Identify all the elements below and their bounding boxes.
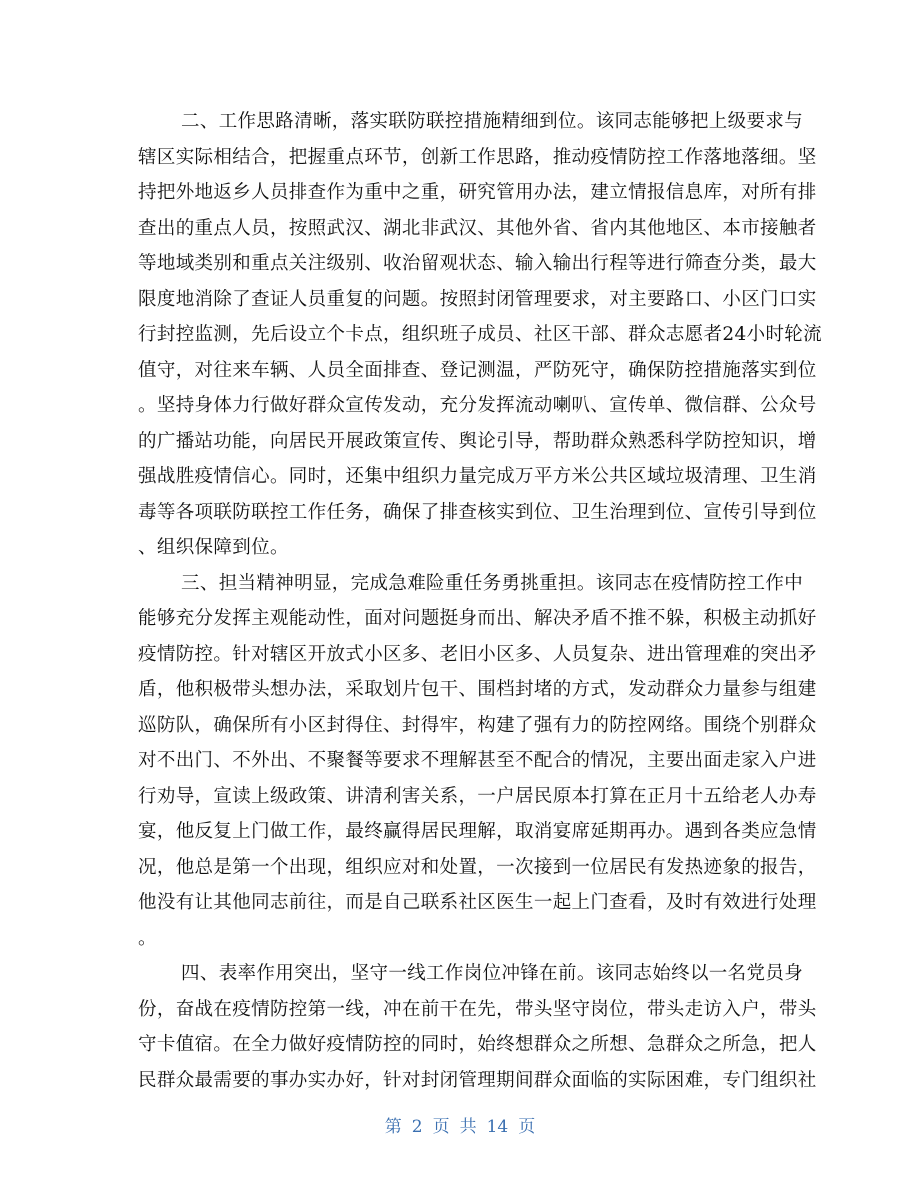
paragraph-line: 持把外地返乡人员排查作为重中之重，研究管用办法，建立情报信息库，对所有排 (138, 182, 817, 203)
document-body (138, 104, 822, 1098)
paragraph-line: 能够充分发挥主观能动性，面对问题挺身而出、解决矛盾不推不躲，积极主动抓好 (138, 608, 817, 629)
paragraph-line: 限度地消除了查证人员重复的问题。按照封闭管理要求，对主要路口、小区门口实 (138, 288, 817, 310)
footer-label-ye: 页 (432, 1117, 450, 1137)
paragraph-line: 盾，他积极带头想办法，采取划片包干、围档封堵的方式，发动群众力量参与组建 (138, 679, 817, 700)
paragraph-line: 。 (138, 927, 157, 949)
paragraph-line: 等地域类别和重点关注级别、收治留观状态、输入输出行程等进行筛查分类，最大 (138, 253, 817, 274)
paragraph-line: 查出的重点人员，按照武汉、湖北非武汉、其他外省、省内其他地区、本市接触者 (138, 217, 817, 239)
paragraph-line: 守卡值宿。在全力做好疫情防控的同时，始终想群众之所想、急群众之所急，把人 (138, 1034, 817, 1055)
paragraph-line: 况，他总是第一个出现，组织应对和处置，一次接到一位居民有发热迹象的报告， (138, 856, 817, 878)
paragraph-line: 的广播站功能，向居民开展政策宣传、舆论引导，帮助群众熟悉科学防控知识，增 (138, 430, 817, 452)
paragraph-line: 。坚持身体力行做好群众宣传发动，充分发挥流动喇叭、宣传单、微信群、公众号 (138, 395, 817, 416)
paragraph-responsibility (138, 566, 817, 957)
paragraph-line: 二、工作思路清晰，落实联防联控措施精细到位。该同志能够把上级要求与 (181, 111, 804, 132)
paragraph-line: 对不出门、不外出、不聚餐等要求不理解甚至不配合的情况，主要出面走家入户进 (138, 750, 817, 771)
paragraph-line: 份，奋战在疫情防控第一线，冲在前干在先，带头坚守岗位，带头走访入户，带头 (138, 998, 817, 1020)
paragraph-work-approach (138, 104, 822, 566)
footer-label-gong: 共 (459, 1117, 477, 1137)
paragraph-line: 巡防队，确保所有小区封得住、封得牢，构建了强有力的防控网络。围绕个别群众 (138, 714, 817, 736)
footer-label-ye: 页 (518, 1117, 536, 1137)
paragraph-line: 宴，他反复上门做工作，最终赢得居民理解，取消宴席延期再办。遇到各类应急情 (138, 821, 817, 842)
paragraph-line: 、组织保障到位。 (138, 537, 289, 558)
paragraph-exemplary-role (138, 956, 817, 1098)
paragraph-line: 疫情防控。针对辖区开放式小区多、老旧小区多、人员复杂、进出管理难的突出矛 (138, 643, 817, 665)
footer-label-di: 第 (384, 1117, 402, 1137)
footer-total-pages: 14 (486, 1117, 509, 1137)
paragraph-line: 行封控监测，先后设立个卡点，组织班子成员、社区干部、群众志愿者24小时轮流 (138, 324, 822, 345)
paragraph-line: 辖区实际相结合，把握重点环节，创新工作思路，推动疫情防控工作落地落细。坚 (138, 146, 817, 168)
paragraph-line: 四、表率作用突出，坚守一线工作岗位冲锋在前。该同志始终以一名党员身 (181, 963, 804, 984)
paragraph-line: 毒等各项联防联控工作任务，确保了排查核实到位、卫生治理到位、宣传引导到位 (138, 501, 817, 523)
paragraph-line: 行劝导，宣读上级政策、讲清利害关系，一户居民原本打算在正月十五给老人办寿 (138, 785, 817, 807)
paragraph-line: 强战胜疫情信心。同时，还集中组织力量完成万平方米公共区域垃圾清理、卫生消 (138, 466, 817, 487)
paragraph-line: 他没有让其他同志前往，而是自己联系社区医生一起上门查看，及时有效进行处理 (138, 892, 817, 913)
paragraph-line: 三、担当精神明显，完成急难险重任务勇挑重担。该同志在疫情防控工作中 (181, 572, 804, 594)
footer-current-page: 2 (411, 1117, 423, 1137)
paragraph-line: 值守，对往来车辆、人员全面排查、登记测温，严防死守，确保防控措施落实到位 (138, 359, 817, 381)
page-footer (0, 1112, 920, 1137)
paragraph-line: 民群众最需要的事办实办好，针对封闭管理期间群众面临的实际困难，专门组织社 (138, 1069, 817, 1091)
